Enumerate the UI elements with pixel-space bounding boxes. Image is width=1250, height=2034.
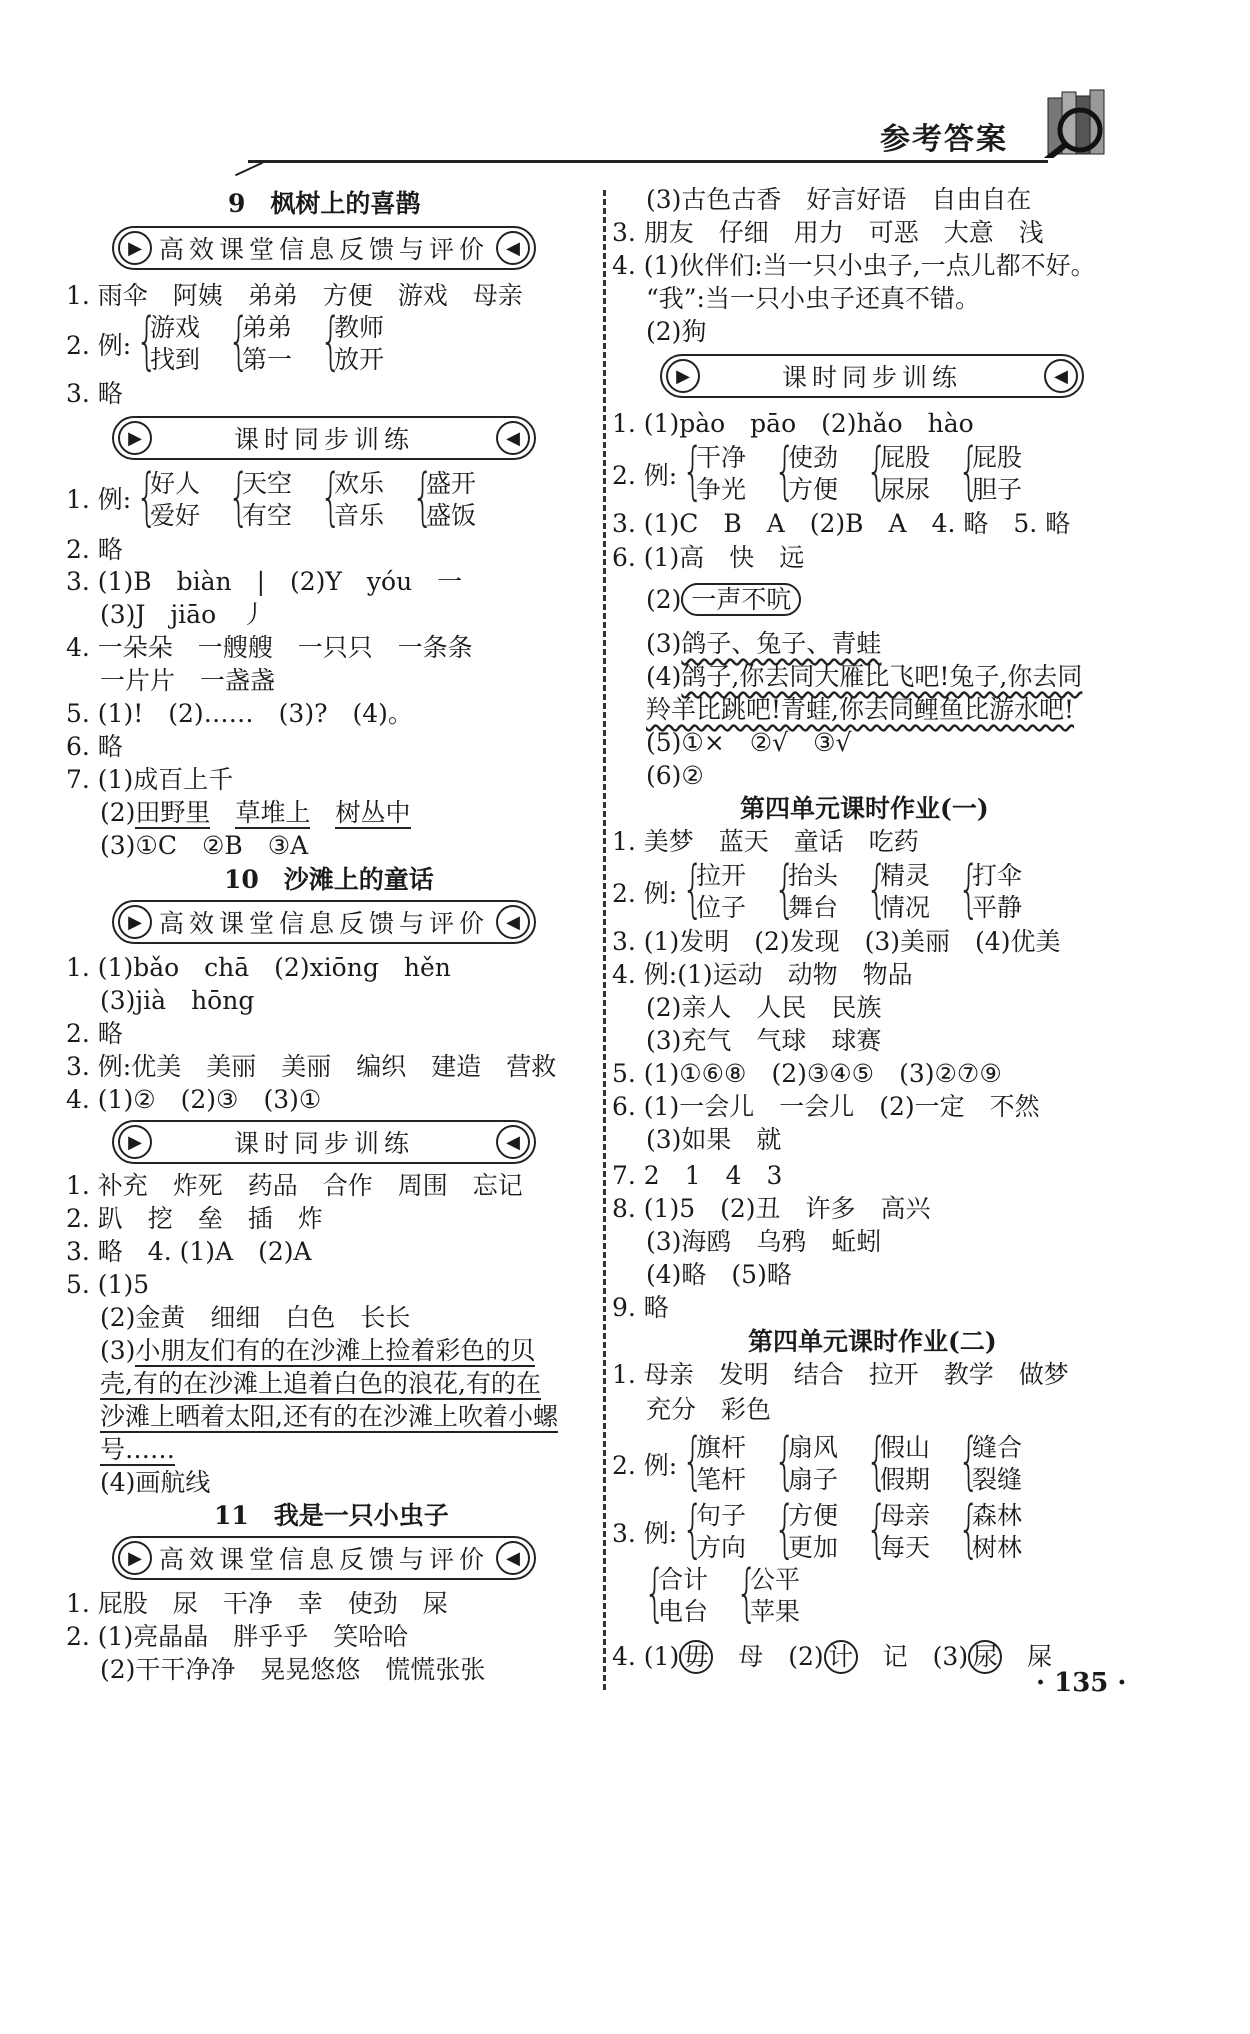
- answer-line: 5. (1)①⑥⑧ (2)③④⑤ (3)②⑦⑨: [612, 1059, 1002, 1088]
- arrow-right-icon: ▶: [118, 421, 152, 455]
- answer-line: (2)田野里 草堆上 树丛中: [100, 798, 411, 827]
- arrow-left-icon: ◀: [1044, 359, 1078, 393]
- answer-line: (3)小朋友们有的在沙滩上捡着彩色的贝: [100, 1336, 536, 1365]
- brace: {: [412, 460, 434, 533]
- answer-line: (2) 一声不吭: [646, 584, 801, 616]
- circled-char: 毋: [679, 1640, 713, 1674]
- answer-line: 2. 例:: [612, 461, 678, 490]
- brace: {: [136, 460, 158, 533]
- brace: {: [774, 1492, 796, 1565]
- practice-banner: ▶ 课时同步训练 ◀: [112, 1120, 536, 1164]
- circled-answer: 一声不吭: [681, 583, 801, 616]
- answer-line: 1. 例:: [66, 485, 132, 514]
- answer-line: (3)充气 气球 球赛: [646, 1026, 882, 1055]
- answer-line: “我”:当一只小虫子还真不错。: [646, 284, 980, 313]
- brace: {: [136, 304, 158, 377]
- brace: {: [866, 434, 888, 507]
- answer-line: 4. (1)② (2)③ (3)①: [66, 1085, 322, 1114]
- answer-line: 1. (1)bǎo chā (2)xiōng hěn: [66, 953, 451, 982]
- brace: {: [682, 1424, 704, 1497]
- circled-char: 尿: [968, 1640, 1002, 1674]
- answer-line: 3. 略 4. (1)A (2)A: [66, 1237, 312, 1266]
- brace: {: [228, 460, 250, 533]
- brace: {: [958, 1424, 980, 1497]
- answer-line: 6. 略: [66, 732, 123, 761]
- answer-line: 3. 朋友 仔细 用力 可恶 大意 浅: [612, 218, 1044, 247]
- answer-line: 3. 例:: [612, 1519, 678, 1548]
- answer-line: 2. 例:: [612, 879, 678, 908]
- answer-line: 3. 例:优美 美丽 美丽 编织 建造 营救: [66, 1052, 557, 1081]
- brace: {: [866, 1492, 888, 1565]
- lesson-title: 11 我是一只小虫子: [214, 1501, 449, 1530]
- answer-line: (3)鸽子、兔子、青蛙: [646, 629, 882, 658]
- answer-line: 7. 2 1 4 3: [612, 1161, 783, 1190]
- answer-line: 2. 例:: [66, 331, 132, 360]
- answer-line: 2. 趴 挖 垒 插 炸: [66, 1204, 323, 1233]
- brace: {: [866, 1424, 888, 1497]
- answer-line: (2)狗: [646, 317, 707, 346]
- brace: {: [682, 852, 704, 925]
- arrow-left-icon: ◀: [496, 421, 530, 455]
- answer-line: 6. (1)一会儿 一会儿 (2)一定 不然: [612, 1092, 1040, 1121]
- answer-line: (5)①× ②√ ③√: [646, 728, 852, 757]
- answer-line: 2. 略: [66, 535, 123, 564]
- brace: {: [958, 852, 980, 925]
- lesson-title: 10 沙滩上的童话: [224, 865, 434, 894]
- answer-line: 2. 略: [66, 1019, 123, 1048]
- answer-line: 充分 彩色: [646, 1395, 772, 1424]
- answer-line: 壳,有的在沙滩上追着白色的浪花,有的在: [100, 1369, 541, 1398]
- answer-line: 3. (1)C B A (2)B A 4. 略 5. 略: [612, 509, 1071, 538]
- answer-line: 8. (1)5 (2)丑 许多 高兴: [612, 1194, 931, 1223]
- answer-line: 1. 补充 炸死 药品 合作 周围 忘记: [66, 1171, 523, 1200]
- brace: {: [958, 434, 980, 507]
- answer-line: (3)如果 就: [646, 1125, 782, 1154]
- answer-line: 4. 一朵朵 一艘艘 一只只 一条条: [66, 633, 473, 662]
- arrow-right-icon: ▶: [118, 231, 152, 265]
- brace: {: [682, 434, 704, 507]
- lesson-title: 9 枫树上的喜鹊: [228, 189, 421, 218]
- brace: {: [320, 460, 342, 533]
- answer-line: (3)①C ②B ③A: [100, 831, 309, 860]
- unit-title: 第四单元课时作业(一): [740, 794, 989, 823]
- brace: {: [866, 852, 888, 925]
- answer-line: 3. (1)发明 (2)发现 (3)美丽 (4)优美: [612, 927, 1061, 956]
- answer-line: 4. (1) 毋 母 (2) 计 记 (3) 尿 屎: [612, 1640, 1052, 1674]
- arrow-right-icon: ▶: [118, 1541, 152, 1575]
- answer-line: (3)海鸥 乌鸦 蚯蚓: [646, 1227, 882, 1256]
- answer-line: (2)金黄 细细 白色 长长: [100, 1303, 411, 1332]
- answer-line: 3. (1)B biàn | (2)Y yóu 一: [66, 567, 463, 596]
- answer-line: (3)jià hōng: [100, 986, 255, 1015]
- arrow-left-icon: ◀: [496, 231, 530, 265]
- answer-line: 1. 美梦 蓝天 童话 吃药: [612, 827, 919, 856]
- practice-banner: ▶ 课时同步训练 ◀: [112, 416, 536, 460]
- answer-line: (2)亲人 人民 民族: [646, 993, 882, 1022]
- brace: {: [644, 1556, 666, 1629]
- answer-line: 1. 雨伞 阿姨 弟弟 方便 游戏 母亲: [66, 281, 523, 310]
- page-number: · 135 ·: [1036, 1668, 1127, 1698]
- feedback-banner: ▶ 高效课堂信息反馈与评价 ◀: [112, 226, 536, 270]
- answer-line: (4)画航线: [100, 1468, 211, 1497]
- answer-line: 5. (1)5: [66, 1270, 150, 1299]
- feedback-banner: ▶ 高效课堂信息反馈与评价 ◀: [112, 900, 536, 944]
- arrow-left-icon: ◀: [496, 1541, 530, 1575]
- answer-line: 1. 母亲 发明 结合 拉开 教学 做梦: [612, 1360, 1069, 1389]
- answer-line: 一片片 一盏盏: [100, 666, 276, 695]
- answer-line: (3)J jiāo 丿: [100, 600, 267, 629]
- answer-line: 4. (1)伙伴们:当一只小虫子,一点儿都不好。: [612, 251, 1096, 280]
- answer-line: 1. 屁股 尿 干净 幸 使劲 屎: [66, 1589, 448, 1618]
- answer-line: 沙滩上晒着太阳,还有的在沙滩上吹着小螺: [100, 1402, 558, 1431]
- brace: {: [774, 434, 796, 507]
- answer-line: 1. (1)pào pāo (2)hǎo hào: [612, 409, 974, 438]
- arrow-left-icon: ◀: [496, 1125, 530, 1159]
- brace: {: [774, 1424, 796, 1497]
- answer-line: 2. 例:: [612, 1451, 678, 1480]
- arrow-right-icon: ▶: [118, 1125, 152, 1159]
- brace: {: [736, 1556, 758, 1629]
- answer-line: (3)古色古香 好言好语 自由自在: [646, 185, 1032, 214]
- answer-line: (4)略 (5)略: [646, 1260, 792, 1289]
- practice-banner: ▶ 课时同步训练 ◀: [660, 354, 1084, 398]
- answer-line: 7. (1)成百上千: [66, 765, 234, 794]
- answer-line: 号……: [100, 1435, 176, 1464]
- answer-line: 6. (1)高 快 远: [612, 543, 805, 572]
- brace: {: [958, 1492, 980, 1565]
- arrow-left-icon: ◀: [496, 905, 530, 939]
- brace: {: [682, 1492, 704, 1565]
- answer-page: 参考答案 9 枫树上的喜鹊 ▶ 高效课堂信息反馈与评价 ◀ 1. 雨伞 阿姨 弟弟 方便 游戏 母亲 2. 例: { 游戏 找到 { 弟弟 第一 { 教师 放开 3. 略 ▶ 课时同步训练 ◀ 1. 例: { 好人 爱好 { 天空 有空 { 欢乐 音乐 { 盛开 盛饭 2. 略 3. (1)B biàn | (2)Y yóu 一 (3)J jiāo 丿 4. 一朵朵 一艘艘 一只只 一条条 一片片 一盏盏 5. (1)! (2)…… (3)? (4)。 6. 略 7. (1)成百上千 (2)田野里 草堆上 树丛中 (3)①C ②B ③A 10 沙滩上的童话 ▶ 高效课堂信息反馈与评价 ◀ 1. (1)bǎo chā (2)xiōng hěn (3)jià hōng 2. 略 3. 例:优美 美丽 美丽 编织 建造 营救 4. (1)② (2)③ (3)① ▶ 课时同步训练 ◀ 1. 补充 炸死 药品 合作 周围 忘记 2. 趴 挖 垒 插 炸 3. 略 4. (1)A (2)A 5. (1)5 (2)金黄 细细 白色 长长 (3)小朋友们有的在沙滩上捡着彩色的贝 壳,有的在沙滩上追着白色的浪花,有的在 沙滩上晒着太阳,还有的在沙滩上吹着小螺 号…… (4)画航线 11 我是一只小虫子 ▶ 高效课堂信息反馈与评价 ◀ 1. 屁股 尿 干净 幸 使劲 屎 2. (1)亮晶晶 胖乎乎 笑哈哈 (2)干干净净 晃晃悠悠 慌慌张张 (3)古色古香 好言好语 自由自在 3. 朋友 仔细 用力 可恶 大意 浅 4. (1)伙伴们:当一只小虫子,一点儿都不好。 “我”:当一只小虫子还真不错。 (2)狗 ▶ 课时同步训练 ◀ 1. (1)pào pāo (2)hǎo hào 2. 例: { 干净 争光 { 使劲 方便 { 屁股 尿尿 { 屁股 胆子 3. (1)C B A (2)B A 4. 略 5. 略 6. (1)高 快 远 (2) 一声不吭 (3)鸽子、兔子、青蛙 (4)鸽子,你去同大雁比飞吧!兔子,你去同 羚羊比跳吧!青蛙,你去同鲤鱼比游水吧! (5)①× ②√ ③√ (6)② 第四单元课时作业(一) 1. 美梦 蓝天 童话 吃药 2. 例: { 拉开 位子 { 抬头 舞台 { 精灵 情况 { 打伞 平静 3. (1)发明 (2)发现 (3)美丽 (4)优美 4. 例:(1)运动 动物 物品 (2)亲人 人民 民族 (3)充气 气球 球赛 5. (1)①⑥⑧ (2)③④⑤ (3)②⑦⑨ 6. (1)一会儿 一会儿 (2)一定 不然 (3)如果 就 7. 2 1 4 3 8. (1)5 (2)丑 许多 高兴 (3)海鸥 乌鸦 蚯蚓 (4)略 (5)略 9. 略 第四单元课时作业(二) 1. 母亲 发明 结合 拉开 教学 做梦 充分 彩色 2. 例: { 旗杆 笔杆 { 扇风 扇子 { 假山 假期 { 缝合 裂缝 3. 例: { 句子 方向 { 方便 更加 { 母亲 每天 { 森林 树林 { 合计 电台 { 公平 苹果 4. (1) 毋 母 (2) 计 记 (3) 尿 屎 · 135 ·: [0, 0, 1250, 2034]
- unit-title: 第四单元课时作业(二): [748, 1327, 997, 1356]
- answer-line: (2)干干净净 晃晃悠悠 慌慌张张: [100, 1655, 486, 1684]
- answer-line: 羚羊比跳吧!青蛙,你去同鲤鱼比游水吧!: [646, 695, 1075, 724]
- feedback-banner: ▶ 高效课堂信息反馈与评价 ◀: [112, 1536, 536, 1580]
- answer-line: (4)鸽子,你去同大雁比飞吧!兔子,你去同: [646, 662, 1083, 691]
- column-divider: [603, 190, 606, 1690]
- answer-line: 9. 略: [612, 1293, 669, 1322]
- answer-line: 2. (1)亮晶晶 胖乎乎 笑哈哈: [66, 1622, 409, 1651]
- brace: {: [228, 304, 250, 377]
- arrow-right-icon: ▶: [666, 359, 700, 393]
- header-pen-mark: [235, 162, 263, 176]
- brace: {: [774, 852, 796, 925]
- answer-line: 3. 略: [66, 379, 123, 408]
- circled-char: 计: [824, 1640, 858, 1674]
- brace: {: [320, 304, 342, 377]
- answer-line: 5. (1)! (2)…… (3)? (4)。: [66, 699, 413, 728]
- books-magnifier-icon: [1040, 88, 1130, 158]
- header-rule: [248, 160, 1048, 163]
- answer-line: (6)②: [646, 761, 704, 790]
- arrow-right-icon: ▶: [118, 905, 152, 939]
- answer-line: 4. 例:(1)运动 动物 物品: [612, 960, 913, 989]
- page-title: 参考答案: [880, 122, 1008, 157]
